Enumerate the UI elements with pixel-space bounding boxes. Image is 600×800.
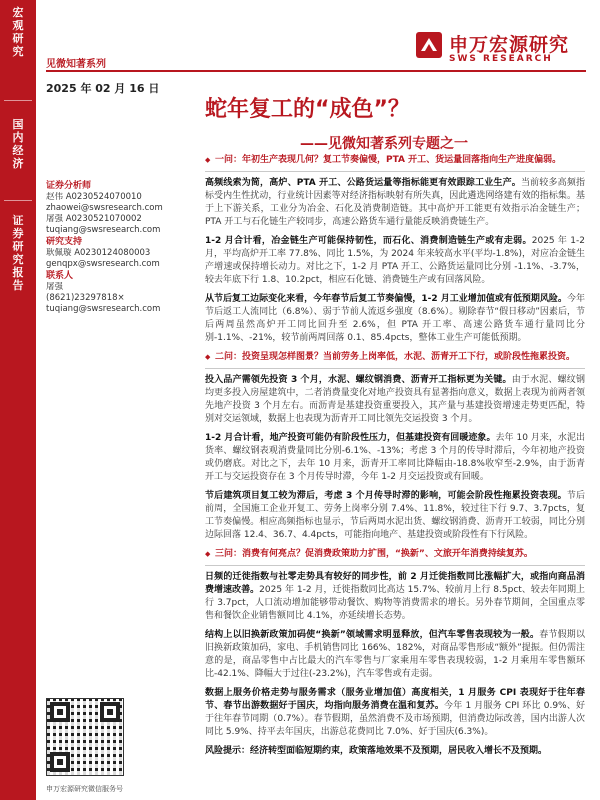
section-divider: [205, 171, 585, 172]
series-label: 见微知著系列: [46, 59, 106, 70]
side-label-macro: 宏 观 研 究: [12, 6, 24, 58]
side-label-domestic: 国 内 经 济: [12, 118, 24, 170]
side-label-report: 证 券 研 究 报 告: [12, 214, 24, 292]
paragraph: 高频线索为简，高炉、PTA 开工、公路货运量等指标能更有效跟踪工业生产。当前较多高频指标受内生性扰动，行业统计因素等对经济指标映射有所失真，因此遴选网络建有效的指标集。基于上下游关系，工业分为冶金、石化及消费制造链。其中高炉开工能更有效指示冶金链生产；PTA 开工与石化链生产较同步，高速公路货车通行量能反映消费链生产。: [205, 178, 585, 227]
assistant-heading: 研究支持: [46, 237, 83, 247]
section-divider: [205, 565, 585, 566]
qr-caption: 申万宏源研究微信服务号: [46, 785, 123, 793]
side-divider: [4, 200, 32, 201]
question-heading: ◆ 二问：投资呈现怎样图景？当前劳务上岗率低，水泥、沥青开工下行，或阶段性拖累投资。: [205, 351, 585, 364]
header-divider: [46, 70, 586, 72]
analyst-line: 赵伟 A0230524070010: [46, 192, 142, 202]
contact-email[interactable]: tuqiang@swsresearch.com: [46, 304, 161, 314]
contact-phone: (8621)23297818×: [46, 293, 125, 303]
main-content: [205, 150, 585, 764]
side-divider: [4, 100, 32, 101]
paragraph: 从节后复工边际变化来看，今年春节后复工节奏偏慢，1-2 月工业增加值或有低预期风险。今年节后返工人流同比（6.8%）、弱于节前人流返乡强度（8.6%）。剔除春节“假日移动”因素后，节后两周虽然高炉开工同比回升至 2.6%，但 PTA 开工率、高速公路货车通行量同比分别-1.1%、-21%，较节前两周回落 0.1、85.4pcts，整体工业生产可能低预期。: [205, 294, 585, 343]
logo-mark-icon: [415, 31, 443, 59]
paragraph: 结构上以旧换新政策加码使“换新”领域需求明显释放，但汽车零售表现较为一般。春节假期以旧换新政策加码，家电、手机销售同比 166%、182%，对商品零售形成“额外”提振。但仍需注意的是，商品零售中占比最大的汽车零售与厂家乘用车零售表现较弱，1-2 月乘用车零售额环比-42.1%、降幅大于过往(-23.2%)，汽车零售或有走弱。: [205, 630, 585, 679]
report-subtitle: ——见微知著系列专题之一: [300, 136, 468, 152]
paragraph: 1-2 月合计看，地产投资可能仍有阶段性压力，但基建投资有回暖迹象。去年 10 月来，水泥出货率、螺纹钢表观消费量同比分别-6.1%、-13%；考虑 3 个月的传导时滞后，今年初地产投资或仍磨底。对比之下，去年 10 月来，沥青开工率同比降幅由-18.8%收窄至-2.9%，由于沥青开工与交运投资存在 3 个月传导时滞，今年 1-2 月交运投资或有回暖。: [205, 433, 585, 482]
contact-name: 屠强: [46, 282, 64, 292]
qr-code-icon: [46, 698, 124, 776]
assistant-line: 耿佩璇 A0230124080003: [46, 248, 151, 258]
question-heading: ◆ 三问：消费有何亮点？促消费政策助力扩围，“换新”、文旅开年消费持续复苏。: [205, 548, 585, 561]
logo-text-cn: 申万宏源研究: [449, 34, 570, 56]
paragraph: 数据上服务价格走势与服务需求（服务业增加值）高度相关，1 月服务 CPI 表现好于往年春节、春节出游数据好于国庆，均指向服务消费在温和复苏。今年 1 月服务 CPI 环比 0.9%、好于往年春节同期（0.7%）。春节假期，虽然消费不及市场预期，但消费边际改善，国内出游人次同比 5.9%、持平去年国庆，出游总花费同比 7.0%、好于国庆(6.3%)。: [205, 688, 585, 737]
assistant-email[interactable]: genqpx@swsresearch.com: [46, 259, 160, 269]
risk-warning: 风险提示：经济转型面临短期约束，政策落地效果不及预期，居民收入增长不及预期。: [205, 746, 548, 756]
analysts-heading: 证券分析师: [46, 181, 92, 191]
analyst-email[interactable]: zhaowei@swsresearch.com: [46, 203, 163, 213]
paragraph: 节后建筑项目复工较为滞后，考虑 3 个月传导时滞的影响，可能会阶段性拖累投资表现。节后前周，全国施工企业开复工、劳务上岗率分别 7.4%、11.8%，较过往下行 9.7、3.7pcts，复工节奏偏慢。相应高频指标也显示，节后两周水泥出货、螺纹钢消费、沥青开工较弱，同比分别边际回落 12.4、36.7、4.4pcts，可能指向地产、基建投资或阶段性有下行风险。: [205, 491, 585, 540]
logo-text-en: SWS RESEARCH: [449, 54, 553, 64]
report-date: 2025 年 02 月 16 日: [46, 82, 160, 95]
section-divider: [205, 368, 585, 369]
paragraph: 日频的迁徙指数与社零走势具有较好的同步性，前 2 月迁徙指数同比涨幅扩大，或指向商品消费增速改善。2025 年 1-2 月，迁徙指数同比高达 15.7%、较前月上行 8.5pct、较去年同期上行 3.7pct，人口流动增加能够带动餐饮、购物等消费需求的增长。另外春节期间，全国重点零售和餐饮企业销售额同比 4.1%，亦延续增长态势。: [205, 572, 585, 621]
analyst-line: 屠强 A0230521070002: [46, 214, 142, 224]
paragraph: 1-2 月合计看，冶金链生产可能保持韧性，而石化、消费制造链生产或有走弱。2025 年 1-2 月，平均高炉开工率 77.8%、同比 1.5%，为 2024 年来较高水平(平均-1.8%)，对应冶金链生产增速或保持增长动力。对比之下，1-2 月 PTA 开工、公路货运量同比分别 -1.1%、-3.7%，较去年底下行 1.8、10.2pct，相应石化链、消费链生产或有回落风险。: [205, 236, 585, 285]
report-title: 蛇年复工的“成色”？: [205, 97, 410, 122]
author-info: [46, 180, 196, 315]
analyst-email[interactable]: tuqiang@swsresearch.com: [46, 225, 161, 235]
contact-heading: 联系人: [46, 271, 74, 281]
paragraph: 投入品产需领先投资 3 个月，水泥、螺纹钢消费、沥青开工指标更为关键。由于水泥、螺纹钢均更多投入房屋建筑中，二者消费量变化对地产投资具有显著指向意义，数据上表现为前两者领先地产投资 3 个月左右。而沥青是基建投资重要投入，其产量与基建投资增速走势更匹配，特别对交运领域，数据上也表现为沥青开工同比领先交运投资 3 个月。: [205, 375, 585, 424]
question-heading: ◆ 一问：年初生产表现几何？复工节奏偏慢，PTA 开工、货运量回落指向生产进度偏弱。: [205, 154, 585, 167]
company-logo: [415, 28, 590, 68]
